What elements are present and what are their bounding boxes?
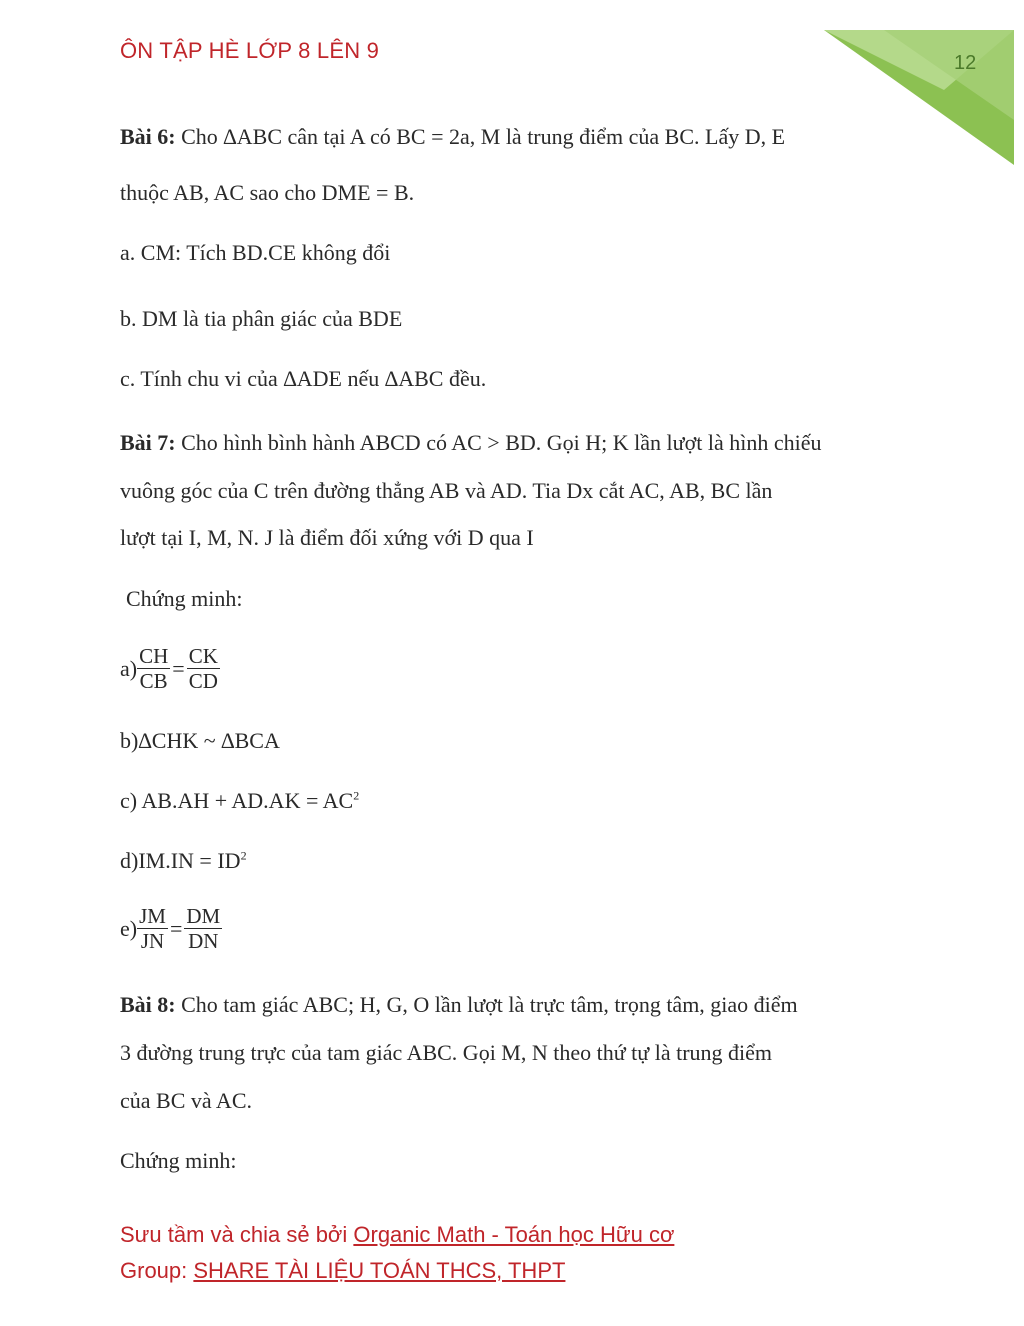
bai7-e-prefix: e)	[120, 915, 138, 941]
bai7-e-frac2	[184, 904, 222, 953]
share-group-link[interactable]: SHARE TÀI LIỆU TOÁN THCS, THPT	[193, 1258, 566, 1283]
bai7-c-sup: 2	[353, 788, 360, 803]
bai6-a: a. CM: Tích BD.CE không đổi	[120, 240, 391, 265]
corner-decoration	[784, 0, 1024, 170]
footer-line2-prefix: Group:	[120, 1258, 194, 1283]
bai8-line1	[120, 992, 798, 1018]
footer-line2	[120, 1258, 565, 1284]
bai7-e-eq: =	[169, 915, 183, 941]
bai7-prove: Chứng minh:	[126, 586, 243, 611]
bai7-e-frac1	[137, 904, 168, 953]
bai6-label: Bài 6:	[120, 124, 176, 149]
bai7-d-text: d)IM.IN = ID	[120, 848, 241, 873]
bai6-text2: thuộc AB, AC sao cho DME = B.	[120, 180, 415, 205]
footer-line1-prefix: Sưu tầm và chia sẻ bởi	[120, 1222, 354, 1247]
page-header-title: ÔN TẬP HÈ LỚP 8 LÊN 9	[120, 38, 380, 63]
bai7-a-den1: CB	[139, 669, 168, 694]
bai7-a-den2: CD	[188, 669, 218, 694]
bai7-a-frac1	[137, 644, 170, 693]
bai7-a	[120, 644, 220, 693]
bai7-line1	[120, 430, 821, 456]
bai6-line1	[120, 124, 785, 150]
bai6-b: b. DM là tia phân giác của BDE	[120, 306, 403, 331]
page-number: 12	[954, 52, 977, 74]
bai7-text3: lượt tại I, M, N. J là điểm đối xứng với D qua I	[120, 525, 534, 550]
bai7-text1: Cho hình bình hành ABCD có AC > BD. Gọi H; K lần lượt là hình chiếu	[181, 430, 822, 455]
bai7-a-num2: CK	[188, 644, 218, 668]
bai7-c	[120, 788, 359, 814]
bai7-e	[120, 904, 222, 953]
bai8-text1: Cho tam giác ABC; H, G, O lần lượt là trực tâm, trọng tâm, giao điểm	[181, 992, 798, 1017]
footer-line1	[120, 1222, 674, 1248]
bai8-label: Bài 8:	[120, 992, 176, 1017]
bai8-prove: Chứng minh:	[120, 1148, 237, 1173]
bai7-e-den1: JN	[140, 929, 165, 954]
bai8-text2: 3 đường trung trực của tam giác ABC. Gọi M, N theo thứ tự là trung điểm	[120, 1040, 773, 1065]
bai7-e-num2: DM	[186, 904, 221, 928]
bai7-a-eq: =	[172, 655, 185, 681]
bai8-text3: của BC và AC.	[120, 1088, 252, 1113]
bai6-c: c. Tính chu vi của ∆ADE nếu ∆ABC đều.	[120, 366, 487, 391]
bai7-c-text: c) AB.AH + AD.AK = AC	[120, 788, 354, 813]
bai6-text1: Cho ∆ABC cân tại A có BC = 2a, M là trung điểm của BC. Lấy D, E	[181, 124, 786, 149]
bai7-e-den2: DN	[188, 929, 219, 954]
bai7-d-sup: 2	[240, 848, 247, 863]
bai7-a-prefix: a)	[120, 655, 138, 681]
bai7-a-frac2	[187, 644, 220, 693]
bai7-text2: vuông góc của C trên đường thẳng AB và AD. Tia Dx cắt AC, AB, BC lần	[120, 478, 773, 503]
organic-math-link[interactable]: Organic Math - Toán học Hữu cơ	[353, 1222, 675, 1247]
bai7-b: b)∆CHK ~ ∆BCA	[120, 728, 280, 753]
bai7-a-num1: CH	[139, 644, 169, 668]
bai7-d	[120, 848, 247, 874]
bai7-e-num1: JM	[139, 904, 166, 928]
bai7-label: Bài 7:	[120, 430, 176, 455]
